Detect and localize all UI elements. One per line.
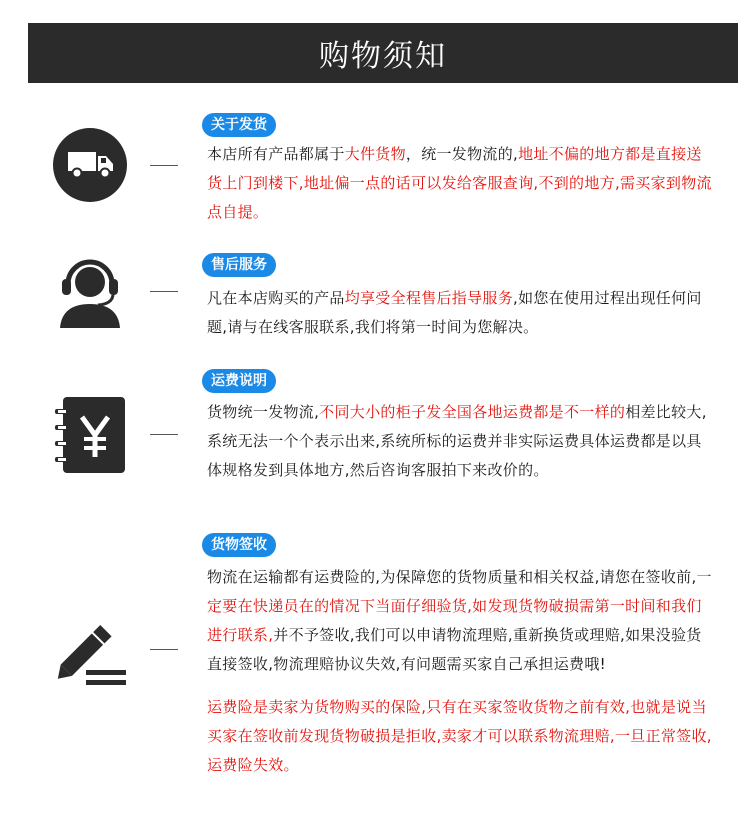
page-title: 购物须知 xyxy=(319,39,447,74)
badge-receipt: 货物签收 xyxy=(202,533,276,557)
text-segment: 凡在本店购买的产品 xyxy=(207,289,345,307)
page-header xyxy=(28,23,738,83)
text-segment: ，统一发物流的, xyxy=(405,145,519,163)
divider-dash xyxy=(150,649,178,650)
badge-freight: 运费说明 xyxy=(202,369,276,393)
receipt-text xyxy=(207,563,712,679)
text-segment: ,如您在使用过程出现任何问题,请与在线客服联系,我们将第一时间为您解决。 xyxy=(207,289,702,336)
shipping-text xyxy=(207,140,712,227)
text-segment: 并不予签收,我们可以申请物流理赔,重新换货或理赔,如果没验货直接签收,物流理赔协议失效,有问题需买家自己承担运费哦! xyxy=(207,626,702,673)
text-segment-red: 一定要在快递员在的情况下当面仔细验货,如发现货物破损需第一时间和我们进行联系, xyxy=(207,568,712,644)
text-segment-red: 地址不偏的地方都是直接送货上门到楼下,地址偏一点的话可以发给客服查询,不到的地方,需买家到物流点自提。 xyxy=(207,145,712,221)
text-segment: 物流在运输都有运费险的,为保障您的货物质量和相关权益,请您在签收前, xyxy=(207,568,697,586)
text-segment: 相差比较大,系统无法一个个表示出来,系统所标的运费并非实际运费具体运费都是以具体规格发到具体地方,然后咨询客服拍下来改价的。 xyxy=(207,403,707,479)
truck-icon xyxy=(53,128,127,202)
insurance-note: 运费险是卖家为货物购买的保险,只有在买家签收货物之前有效,也就是说当买家在签收前发现货物破损是拒收,卖家才可以联系物流理赔,一旦正常签收,运费险失效。 xyxy=(207,698,712,774)
divider-dash xyxy=(150,165,178,166)
divider-dash xyxy=(150,291,178,292)
yuan-notebook-icon xyxy=(55,395,129,475)
text-segment-red: 大件货物 xyxy=(344,145,406,163)
badge-shipping: 关于发货 xyxy=(202,113,276,137)
after-sales-text xyxy=(207,284,712,342)
headset-icon xyxy=(50,252,130,332)
text-segment-red: 均享受全程售后指导服务 xyxy=(344,289,514,307)
pen-sign-icon xyxy=(48,618,130,690)
freight-text xyxy=(207,398,712,485)
text-segment-red: 不同大小的柜子发全国各地运费都是不一样的 xyxy=(319,403,626,421)
text-segment: 本店所有产品都属于 xyxy=(207,145,345,163)
divider-dash xyxy=(150,434,178,435)
badge-after-sales: 售后服务 xyxy=(202,253,276,277)
text-segment: 货物统一发物流, xyxy=(207,403,320,421)
